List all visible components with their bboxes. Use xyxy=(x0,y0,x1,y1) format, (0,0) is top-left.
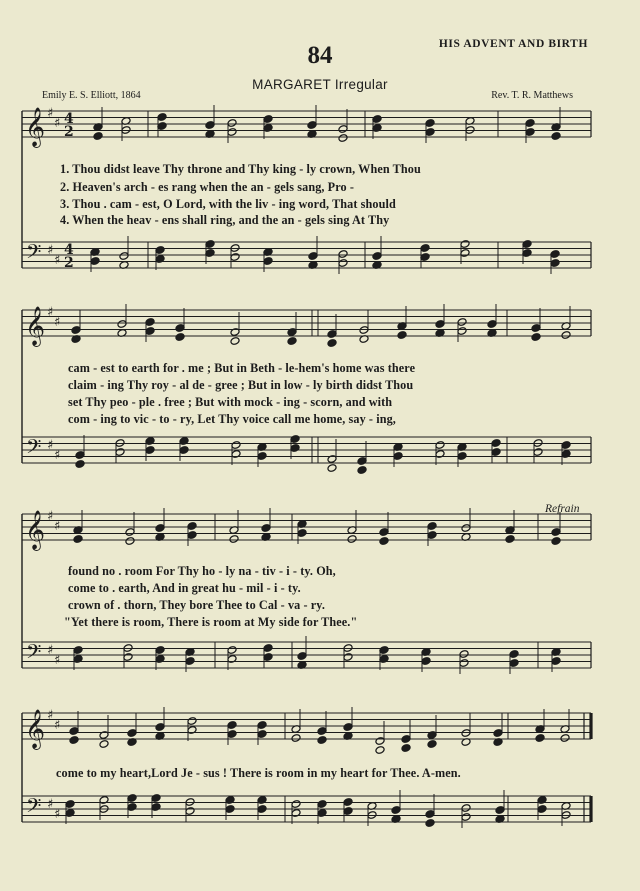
time-signature-digit: 4 xyxy=(64,111,74,127)
section-heading: HIS ADVENT AND BIRTH xyxy=(438,38,588,50)
time-signature-digit: 2 xyxy=(64,124,74,140)
note-head xyxy=(327,339,337,348)
sharp-icon: ♯ xyxy=(47,243,54,258)
author-credit: Emily E. S. Elliott, 1864 xyxy=(42,90,141,101)
note-head xyxy=(175,333,185,342)
lyric-line: cam - est to earth for . me ; But in Beth - le-hem's home was there xyxy=(68,361,416,375)
note-head xyxy=(69,736,79,745)
note-head xyxy=(229,535,239,544)
lyric-line: found no . room For Thy ho - ly na - tiv - i - ty. Oh, xyxy=(68,564,336,578)
note-head xyxy=(347,535,357,544)
note-head xyxy=(531,333,541,342)
note-head xyxy=(99,740,109,749)
sharp-icon: ♯ xyxy=(54,718,61,733)
lyric-line: 3. Thou . cam - est, O Lord, with the liv - ing word, That should xyxy=(60,197,396,211)
note-head xyxy=(397,331,407,340)
lyric-line: come to . earth, And in great hu - mil - i - ty. xyxy=(68,581,301,595)
note-head xyxy=(287,337,297,346)
lyric-line: com - ing to vic - to - ry, Let Thy voice call me home, say - ing, xyxy=(68,412,396,426)
sharp-icon: ♯ xyxy=(54,807,61,822)
note-head xyxy=(327,464,337,473)
sharp-icon: ♯ xyxy=(54,653,61,668)
note-head xyxy=(425,819,435,828)
sharp-icon: ♯ xyxy=(47,438,54,453)
sharp-icon: ♯ xyxy=(47,509,54,524)
sharp-icon: ♯ xyxy=(54,253,61,268)
bass-clef-icon: 𝄢 xyxy=(26,640,42,668)
lyric-line: crown of . thorn, They bore Thee to Cal - va - ry. xyxy=(68,598,325,612)
hymn-number: 84 xyxy=(307,42,333,69)
note-head xyxy=(551,537,561,546)
time-signature-digit: 2 xyxy=(64,255,74,271)
composer-credit: Rev. T. R. Matthews xyxy=(491,90,573,101)
bass-clef-icon: 𝄢 xyxy=(26,240,42,268)
treble-clef-icon: 𝄞 xyxy=(25,709,46,749)
sharp-icon: ♯ xyxy=(54,519,61,534)
tune-name: MARGARET Irregular xyxy=(252,77,388,92)
lyric-line: claim - ing Thy roy - al de - gree ; But in low - ly birth didst Thou xyxy=(68,378,414,392)
note-head xyxy=(505,535,515,544)
lyric-line: 1. Thou didst leave Thy throne and Thy king - ly crown, When Thou xyxy=(60,162,421,176)
treble-clef-icon: 𝄞 xyxy=(25,306,46,346)
sharp-icon: ♯ xyxy=(54,116,61,131)
sharp-icon: ♯ xyxy=(47,643,54,658)
note-head xyxy=(93,132,103,141)
refrain-label: Refrain xyxy=(545,503,580,515)
note-head xyxy=(379,537,389,546)
note-head xyxy=(535,734,545,743)
lyric-line: "Yet there is room, There is room at My side for Thee." xyxy=(64,615,358,629)
note-head xyxy=(551,132,561,141)
bass-clef-icon: 𝄢 xyxy=(26,435,42,463)
treble-clef-icon: 𝄞 xyxy=(25,510,46,550)
note-head xyxy=(427,740,437,749)
note-head xyxy=(357,466,367,475)
note-head xyxy=(291,734,301,743)
note-head xyxy=(73,535,83,544)
note-head xyxy=(230,337,240,346)
note-head xyxy=(561,331,571,340)
note-head xyxy=(125,537,135,546)
sharp-icon: ♯ xyxy=(54,448,61,463)
note-head xyxy=(75,460,85,469)
note-head xyxy=(560,734,570,743)
note-head xyxy=(317,736,327,745)
sharp-icon: ♯ xyxy=(47,305,54,320)
sharp-icon: ♯ xyxy=(47,797,54,812)
sharp-icon: ♯ xyxy=(47,106,54,121)
lyric-line: 4. When the heav - ens shall ring, and the an - gels sing At Thy xyxy=(60,213,390,227)
lyric-line: come to my heart,Lord Je - sus ! There is room in my heart for Thee. A-men. xyxy=(56,766,461,780)
note-head xyxy=(338,134,348,143)
sharp-icon: ♯ xyxy=(54,315,61,330)
note-head xyxy=(375,746,385,755)
note-head xyxy=(401,744,411,753)
lyric-line: 2. Heaven's arch - es rang when the an - gels sang, Pro - xyxy=(60,180,355,194)
sharp-icon: ♯ xyxy=(47,708,54,723)
bass-clef-icon: 𝄢 xyxy=(26,794,42,822)
lyric-line: set Thy peo - ple . free ; But with mock - ing - scorn, and with xyxy=(68,395,393,409)
treble-clef-icon: 𝄞 xyxy=(25,107,46,147)
time-signature-digit: 4 xyxy=(64,242,74,258)
